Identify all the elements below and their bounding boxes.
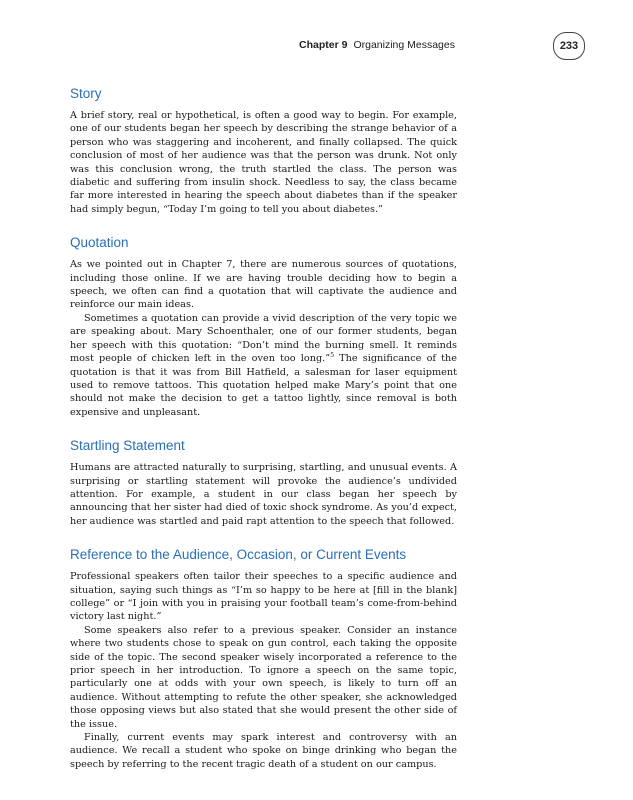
paragraph: Finally, current events may spark interest and controversy with an audience. We recall a student who spoke on binge drinking who began the speech by referring to the recent tragic death of a student on our campus. [70, 732, 457, 770]
paragraph-text: The significance of the quotation is that it was from Bill Hatfield, a salesman for laser equipment used to remove tattoos. This quotation helped make Mary’s point that one should not make the decision to get a tattoo lightly, since removal is both expensive and unpleasant. [70, 353, 457, 418]
section-heading: Story [70, 86, 102, 101]
section-heading: Quotation [70, 235, 129, 251]
section-heading: Startling Statement [70, 438, 185, 454]
paragraph: Some speakers also refer to a previous speaker. Consider an instance where two students chose to speak on gun control, each taking the opposite side of the topic. The second speaker wisely incorporated a reference to the prior speech in her introduction. To ignore a speech on the same topic, particularly one at odds with your own speech, is likely to turn off an audience. Without attempting to refute the other speaker, she acknowledged those opposing views but also stated that she would present the other side of the issue. [70, 624, 457, 730]
section-story [70, 86, 457, 216]
page-number: 233 [553, 32, 585, 60]
paragraph [70, 312, 457, 419]
running-head [299, 39, 455, 51]
section-quotation [70, 235, 457, 419]
paragraph: A brief story, real or hypothetical, is often a good way to begin. For example, one of our students began her speech by describing the strange behavior of a person who was staggering and incoherent, and finally collapsed. The quick conclusion of most of her audience was that the person was drunk. Not only was this conclusion wrong, the truth startled the class. The person was diabetic and suffering from insulin shock. Needless to say, the class became far more interested in hearing the speech about diabetes than if the speaker had simply begun, “Today I’m going to tell you about diabetes.” [70, 110, 457, 215]
chapter-title: Organizing Messages [353, 39, 455, 51]
footnote-ref: 5 [330, 351, 335, 359]
section-reference [70, 547, 457, 771]
paragraph-text: Sometimes a quotation can provide a vivid description of the very topic we are speaking about. Mary Schoenthaler, one of our former students, began her speech with this quotation: “Don’t mind the burning smell. It reminds most people of chicken left in the oven too long.” [70, 312, 457, 365]
paragraph: Professional speakers often tailor their speeches to a specific audience and situation, saying such things as “I’m so happy to be here at [fill in the blank] college” or “I join with you in praising your football team’s come-from-behind victory last night.” [70, 571, 457, 623]
chapter-label: Chapter 9 [299, 39, 348, 51]
page-body [70, 86, 457, 786]
section-heading: Reference to the Audience, Occasion, or Current Events [70, 547, 407, 563]
paragraph: As we pointed out in Chapter 7, there are numerous sources of quotations, including those online. If we are having trouble deciding how to begin a speech, we often can find a quotation that will captivate the audience and reinforce our main ideas. [70, 259, 457, 311]
paragraph: Humans are attracted naturally to surprising, startling, and unusual events. A surprising or startling statement will provoke the audience’s undivided attention. For example, a student in our class began her speech by announcing that her sister had died of toxic shock syndrome. As you’d expect, her audience was startled and paid rapt attention to the speech that followed. [70, 462, 457, 527]
section-startling-statement [70, 438, 457, 528]
